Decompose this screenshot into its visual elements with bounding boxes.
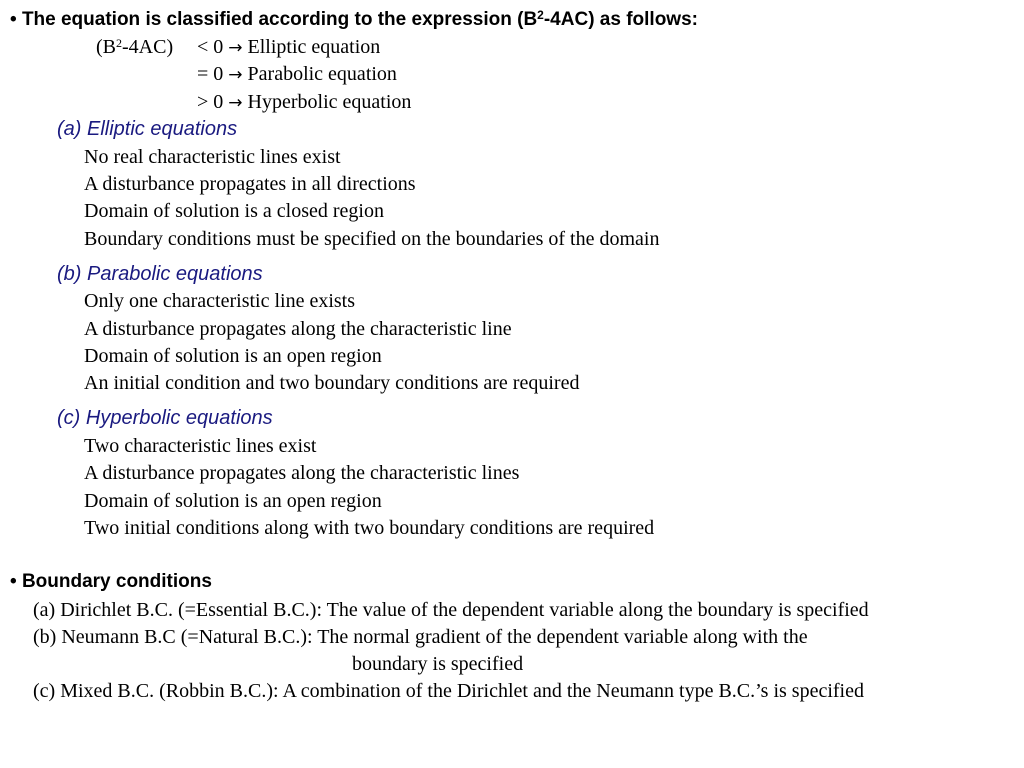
- condition: < 0: [197, 36, 224, 58]
- bc-neumann-line2: boundary is specified: [352, 653, 524, 675]
- result: Elliptic equation: [247, 36, 381, 58]
- list-item: Domain of solution is an open region: [84, 490, 382, 512]
- expression-superscript: 2: [116, 36, 122, 50]
- list-item: A disturbance propagates along the characteristic line: [84, 318, 512, 340]
- heading-superscript: 2: [537, 8, 544, 22]
- expression-after: -4AC): [122, 36, 174, 58]
- list-item: Domain of solution is a closed region: [84, 200, 384, 222]
- bc-dirichlet: (a) Dirichlet B.C. (=Essential B.C.): The value of the dependent variable along the boundary is specified: [33, 599, 869, 621]
- heading-colon: :: [691, 9, 698, 30]
- classification-result-parabolic: [197, 62, 397, 87]
- bullet: •: [10, 9, 17, 30]
- subheading-hyperbolic: (c) Hyperbolic equations: [57, 407, 273, 429]
- condition: = 0: [197, 63, 224, 85]
- right-arrow-icon: →: [228, 65, 243, 85]
- expression-before: (B: [96, 36, 116, 58]
- subheading-elliptic: (a) Elliptic equations: [57, 118, 238, 140]
- list-item: Two characteristic lines exist: [84, 435, 317, 457]
- list-item: Two initial conditions along with two boundary conditions are required: [84, 517, 655, 539]
- list-item: A disturbance propagates along the characteristic lines: [84, 462, 520, 484]
- right-arrow-icon: →: [228, 38, 243, 58]
- bullet: •: [10, 571, 17, 592]
- list-item: Boundary conditions must be specified on the boundaries of the domain: [84, 228, 660, 250]
- classification-result-hyperbolic: [197, 90, 411, 115]
- heading-text-after: -4AC) as follows: [543, 9, 692, 30]
- heading-classification: [10, 8, 698, 32]
- list-item: Domain of solution is an open region: [84, 345, 382, 367]
- condition: > 0: [197, 91, 224, 113]
- list-item: A disturbance propagates in all directions: [84, 173, 416, 195]
- heading-boundary-conditions: [10, 570, 212, 594]
- right-arrow-icon: →: [228, 93, 243, 113]
- classification-row-elliptic: [96, 35, 173, 59]
- classification-result-elliptic: [197, 35, 380, 60]
- heading-text: Boundary conditions: [21, 571, 212, 592]
- subheading-parabolic: (b) Parabolic equations: [57, 263, 263, 285]
- list-item: No real characteristic lines exist: [84, 146, 341, 168]
- list-item: Only one characteristic line exists: [84, 290, 356, 312]
- bc-mixed: (c) Mixed B.C. (Robbin B.C.): A combination of the Dirichlet and the Neumann type B.C.’s is specified: [33, 680, 864, 702]
- bc-neumann-line1: (b) Neumann B.C (=Natural B.C.): The normal gradient of the dependent variable along with the: [33, 626, 808, 648]
- result: Parabolic equation: [247, 63, 397, 85]
- result: Hyperbolic equation: [247, 91, 412, 113]
- list-item: An initial condition and two boundary conditions are required: [84, 372, 580, 394]
- heading-text-before: The equation is classified according to the expression (B: [21, 9, 538, 30]
